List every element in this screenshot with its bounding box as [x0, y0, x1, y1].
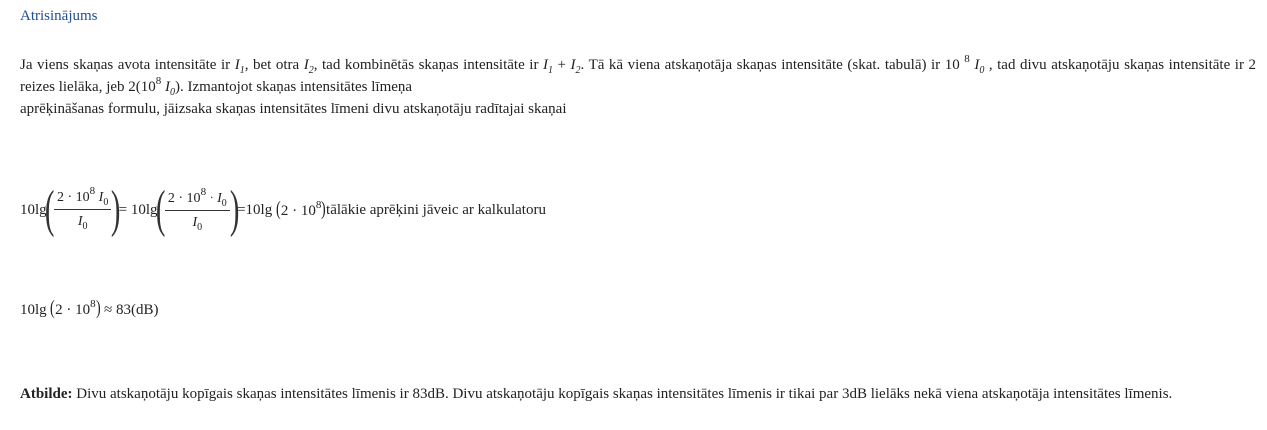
math-I1: $I_1$ [234, 57, 245, 76]
formula-note: tālākie aprēķini jāveic ar kalkulatoru [326, 202, 546, 218]
exponent: 8 [964, 53, 970, 65]
equals-10lg: =10lg [237, 202, 273, 218]
math-I2: $I_2$ [303, 57, 314, 76]
left-paren: ( [44, 181, 55, 238]
math-I2: $I_2$ [570, 57, 581, 76]
text-run: , bet otra [244, 57, 304, 73]
rhs-group: $(2 \cdot 10^8)$ [50, 297, 101, 319]
text-run: ). Izmantojot skaņas intensitātes līmeņa [175, 79, 413, 95]
answer-label: Atbilde: [20, 386, 73, 402]
text-run: + [553, 57, 571, 73]
formula-lhs: 10lg [20, 202, 47, 218]
section-title: Atrisinājums [20, 8, 98, 24]
math-I0: $I_0$ [974, 57, 985, 76]
formula-result [20, 297, 159, 321]
fraction-numerator: $2 \cdot 10^8 \cdot I_0$ [165, 188, 230, 211]
text-run: , tad divu atskaņotāju skaņas intensitāte ir 2 reizes lielāka, jeb 2(10 [20, 57, 1256, 95]
exponent: 8 [155, 75, 162, 87]
answer-text: Divu atskaņotāju kopīgais skaņas intensitātes līmenis ir 83dB. Divu atskaņotāju kopīgais skaņas intensitātes līmenis ir tikai par 3dB lielāks nekā viena atskaņotāja intensitātes līmenis. [72, 386, 1173, 402]
fraction-denominator: $I_0$ [77, 213, 88, 232]
text-run: Ja viens skaņas avota intensitāte ir [20, 57, 235, 73]
paragraph-lines [20, 54, 1256, 98]
formula-lhs: 10lg [20, 302, 47, 318]
paragraph-last-line: aprēķināšanas formulu, jāizsaka skaņas intensitātes līmeni divu atskaņotāju radītajai skaņai [20, 101, 567, 117]
right-paren: ) [111, 181, 121, 238]
result-value: ≈ 83(dB) [100, 302, 159, 318]
equals-10lg: = 10lg [118, 202, 158, 218]
math-I1: $I_1$ [543, 57, 553, 76]
math-I0: $I_0$ [165, 79, 176, 98]
formula-level-derivation [20, 183, 546, 237]
fraction-2 [165, 185, 230, 233]
fraction-numerator: $2 \cdot 10^8$ $I_0$ [54, 189, 111, 210]
rhs-group: $(2 \cdot 10^8)$ [276, 198, 327, 220]
fraction-denominator: $I_0$ [192, 214, 203, 233]
fraction-1 [54, 184, 111, 232]
answer-paragraph [20, 383, 1256, 405]
left-paren: ( [155, 181, 165, 238]
solution-paragraph [20, 54, 1256, 120]
right-paren: ) [229, 181, 240, 238]
text-run: . Tā kā viena atskaņotāja skaņas intensitāte (skat. tabulā) ir 10 [580, 57, 965, 73]
text-run: , tad kombinētās skaņas intensitāte ir [313, 57, 543, 73]
